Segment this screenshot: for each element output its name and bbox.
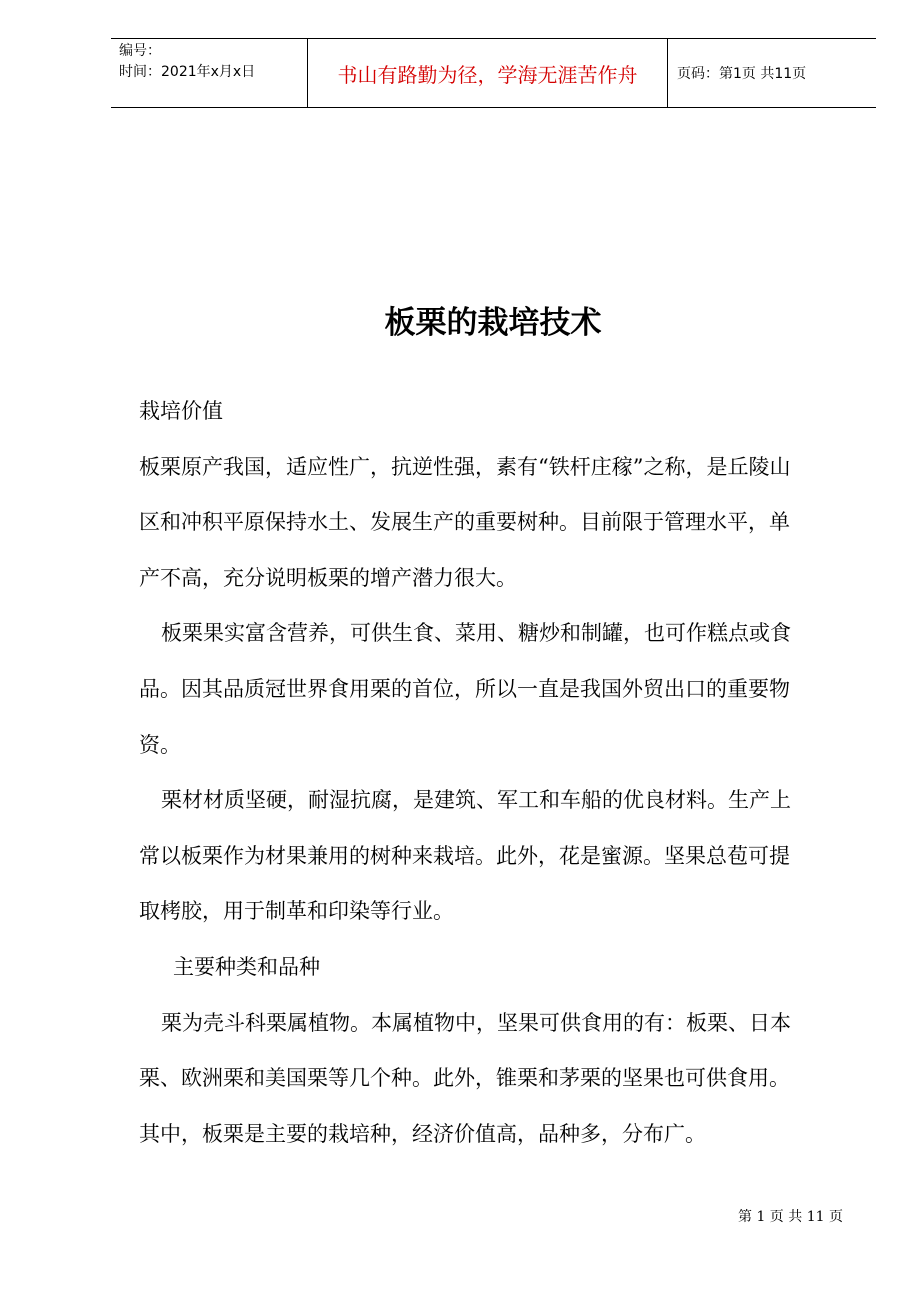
heading-text: 主要种类和品种 [173, 954, 320, 979]
text-line: 取栲胶，用于制革和印染等行业。 [139, 899, 454, 924]
text-line: 区和冲积平原保持水土、发展生产的重要树种。目前限于管理水平，单 [139, 510, 790, 535]
text-line: 栗材材质坚硬，耐湿抗腐，是建筑、军工和车船的优良材料。生产上 [161, 788, 791, 813]
text-line: 常以板栗作为材果兼用的树种来栽培。此外，花是蜜源。坚果总苞可提 [139, 843, 790, 868]
header-page-info: 页码：第1页 共11页 [677, 66, 807, 82]
header-divider [667, 39, 668, 107]
page-footer: 第 1 页 共 11 页 [738, 1209, 843, 1225]
header-motto: 书山有路勤为径，学海无涯苦作舟 [337, 62, 638, 87]
header-time-label: 时间：2021年x月x日 [119, 64, 256, 80]
paragraph-timber [139, 773, 869, 940]
text-line: 栗为壳斗科栗属植物。本属植物中，坚果可供食用的有：板栗、日本 [161, 1010, 791, 1035]
text-line: 资。 [139, 732, 181, 757]
text-line: 产不高，充分说明板栗的增产潜力很大。 [139, 565, 517, 590]
header-number-label: 编号： [119, 43, 161, 59]
header-meta [119, 41, 255, 83]
text-line: 板栗原产我国，适应性广，抗逆性强，素有“铁杆庄稼”之称，是丘陵山 [139, 454, 791, 479]
text-line: 板栗果实富含营养，可供生食、菜用、糖炒和制罐，也可作糕点或食 [161, 621, 791, 646]
text-line: 品。因其品质冠世界食用栗的首位，所以一直是我国外贸出口的重要物 [139, 676, 790, 701]
text-line: 其中，板栗是主要的栽培种，经济价值高，品种多，分布广。 [139, 1121, 706, 1146]
page-title: 板栗的栽培技术 [384, 305, 602, 341]
text-line: 栗、欧洲栗和美国栗等几个种。此外，锥栗和茅栗的坚果也可供食用。 [139, 1066, 790, 1091]
document-body [139, 384, 869, 1162]
section-heading-value [139, 384, 869, 440]
document-header [111, 38, 876, 108]
heading-text: 栽培价值 [139, 399, 223, 423]
section-heading-types [139, 940, 869, 996]
paragraph-origin [139, 440, 869, 607]
paragraph-species [139, 996, 869, 1163]
paragraph-nutrition [139, 606, 869, 773]
